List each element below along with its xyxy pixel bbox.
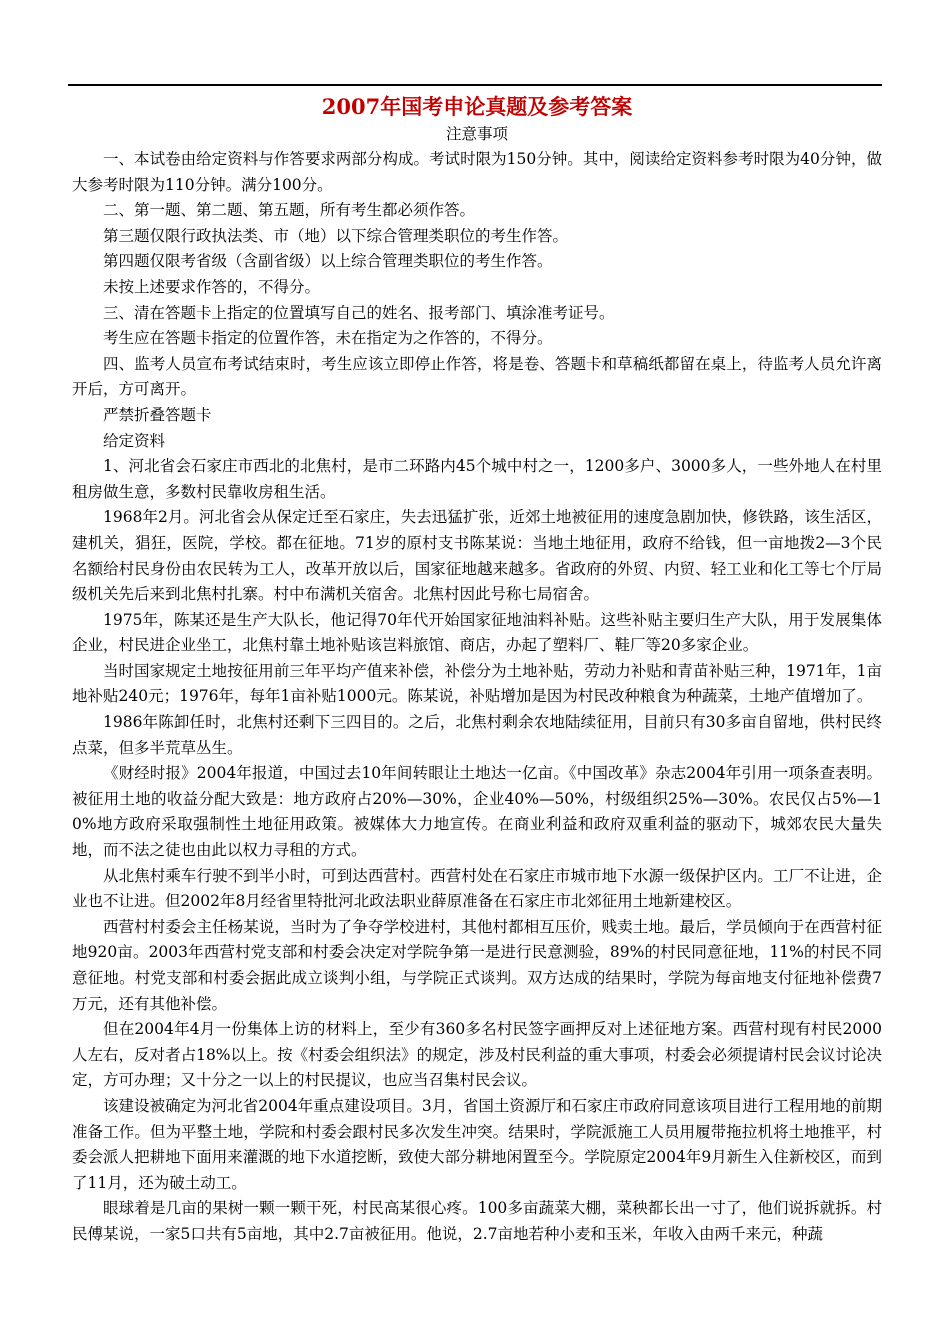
material-paragraph: 从北焦村乘车行驶不到半小时，可到达西营村。西营村处在石家庄市城市地下水源一级保护区内。工厂不让进，企业也不让进。但2002年8月经省里特批河北政法职业薛原准备在石家庄市北郊征用土地新建校区。 [72, 866, 882, 911]
notice-paragraph: 第三题仅限行政执法类、市（地）以下综合管理类职位的考生作答。 [103, 226, 569, 245]
material-paragraph: 但在2004年4月一份集体上访的材料上，至少有360多名村民签字画押反对上述征地方案。西营村现有村民2000人左右，反对者占18%以上。按《村委会组织法》的规定，涉及村民利益的重大事项，村委会必须提请村民会议讨论决定，方可办理；又十分之一以上的村民提议，也应当召集村民会议。 [72, 1020, 882, 1090]
material-paragraph: 《财经时报》2004年报道，中国过去10年间转眼让土地达一亿亩。《中国改革》杂志2004年引用一项条查表明。被征用土地的收益分配大致是：地方政府占20%—30%，企业40%—50%，村级组织25%—30%。农民仅占5%—10%地方政府采取强制性土地征用政策。被媒体大力地宣传。在商业利益和政府双重利益的驱动下，城郊农民大量失地，而不法之徒也由此以权力寻租的方式。 [72, 764, 882, 860]
notice-paragraph: 第四题仅限考省级（含副省级）以上综合管理类职位的考生作答。 [103, 252, 553, 271]
material-paragraph: 1986年陈卸任时，北焦村还剩下三四目的。之后，北焦村剩余农地陆续征用，目前只有30多亩自留地，供村民终点菜，但多半荒草丛生。 [72, 713, 882, 757]
notice-paragraph: 考生应在答题卡指定的位置作答，未在指定为之作答的，不得分。 [103, 329, 553, 348]
document-body [72, 92, 882, 1248]
notice-paragraph: 一、本试卷由给定资料与作答要求两部分构成。考试时限为150分钟。其中，阅读给定资料参考时限为40分钟，做大参考时限为110分钟。满分100分。 [72, 150, 882, 194]
notice-paragraph: 三、清在答题卡上指定的位置填写自己的姓名、报考部门、填涂准考证号。 [103, 303, 615, 322]
notice-paragraph: 严禁折叠答题卡 [103, 405, 212, 424]
material-paragraph: 1、河北省会石家庄市西北的北焦村，是市二环路内45个城中村之一，1200多户、3000多人，一些外地人在村里租房做生意，多数村民靠收房租生活。 [72, 457, 882, 501]
document-subtitle: 注意事项 [445, 125, 508, 143]
material-paragraph: 眼球着是几亩的果树一颗一颗干死，村民高某很心疼。100多亩蔬菜大棚，菜秧都长出一寸了，他们说拆就拆。村民傅某说，一家5口共有5亩地，其中2.7亩被征用。他说，2.7亩地若种小麦和玉米，年收入由两千来元，种蔬 [72, 1199, 882, 1243]
material-paragraph: 西营村村委会主任杨某说，当时为了争夺学校进村，其他村都相互压价，贱卖土地。最后，学员倾向于在西营村征地920亩。2003年西营村党支部和村委会决定对学院争第一是进行民意测验，89%的村民同意征地，11%的村民不同意征地。村党支部和村委会据此成立谈判小组，与学院正式谈判。双方达成的结果时，学院为每亩地支付征地补偿费7万元，还有其他补偿。 [72, 917, 882, 1013]
notice-paragraph: 四、监考人员宣布考试结束时，考生应该立即停止作答，将是卷、答题卡和草稿纸都留在桌上，待监考人员允许离开后，方可离开。 [72, 354, 882, 399]
section-heading: 给定资料 [103, 431, 166, 450]
material-paragraph: 该建设被确定为河北省2004年重点建设项目。3月，省国土资源厅和石家庄市政府同意该项目进行工程用地的前期准备工作。但为平整土地，学院和村委会跟村民多次发生冲突。结果时，学院派施工人员用履带拖拉机将土地推平，村委会派人把耕地下面用来灌溉的地下水道挖断，致使大部分耕地闲置至今。学院原定2004年9月新生入住新校区，而到了11月，还为破土动工。 [72, 1096, 882, 1192]
notice-paragraph: 未按上述要求作答的，不得分。 [103, 277, 321, 296]
notice-paragraph: 二、第一题、第二题、第五题，所有考生都必须作答。 [103, 201, 476, 220]
material-paragraph: 1968年2月。河北省会从保定迁至石家庄，失去迅猛扩张，近郊土地被征用的速度急剧加快，修铁路，该生活区，建机关，猖狂，医院，学校。都在征地。71岁的原村支书陈某说：当地土地征用，政府不给钱，但一亩地拨2—3个民名额给村民身份由农民转为工人，改革开放以后，国家征地越来越多。省政府的外贸、内贸、轻工业和化工等七个厅局级机关先后来到北焦村扎寨。村中布满机关宿舍。北焦村因此号称七局宿舍。 [72, 508, 882, 604]
material-paragraph: 1975年，陈某还是生产大队长，他记得70年代开始国家征地油料补贴。这些补贴主要归生产大队，用于发展集体企业，村民进企业坐工，北焦村靠土地补贴该岂料旅馆、商店，办起了塑料厂、鞋厂等20多家企业。 [72, 610, 882, 655]
document-title: 2007年国考申论真题及参考答案 [321, 94, 633, 119]
header-rule [68, 84, 882, 86]
material-paragraph: 当时国家规定土地按征用前三年平均产值来补偿，补偿分为土地补贴，劳动力补贴和青苗补贴三种，1971年，1亩地补贴240元；1976年，每年1亩补贴1000元。陈某说，补贴增加是因为村民改种粮食为种蔬菜，土地产值增加了。 [72, 661, 882, 706]
